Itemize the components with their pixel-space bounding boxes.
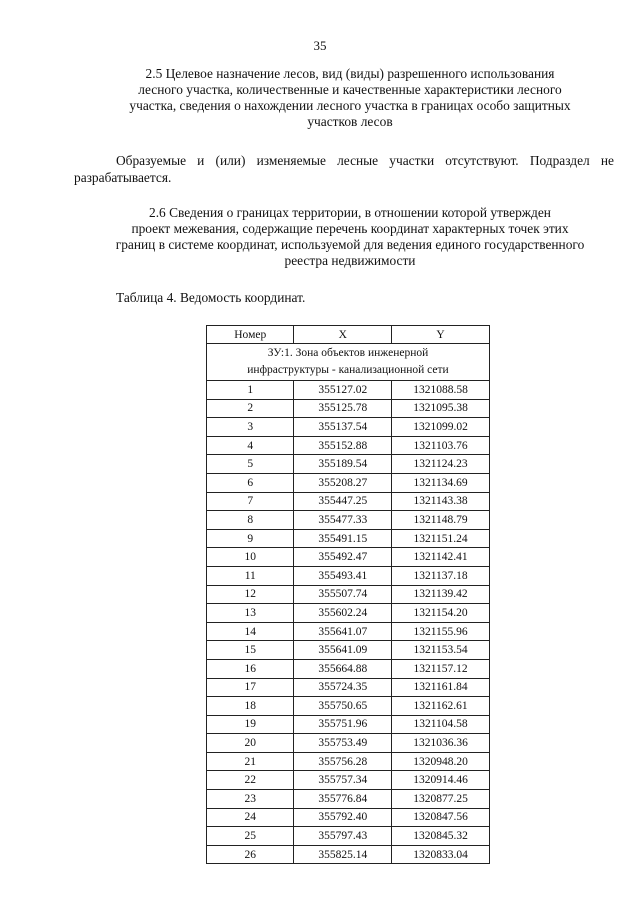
cell-x: 355797.43: [294, 827, 392, 846]
heading-line: границ в системе координат, используемой для ведения единого государственного: [115, 237, 585, 252]
cell-x: 355491.15: [294, 529, 392, 548]
cell-y: 1321095.38: [392, 399, 490, 418]
cell-y: 1321099.02: [392, 418, 490, 437]
table-row: [207, 511, 490, 530]
zone-title: [207, 344, 490, 381]
cell-y: 1321143.38: [392, 492, 490, 511]
cell-number: 3: [207, 418, 294, 437]
cell-y: 1320948.20: [392, 752, 490, 771]
cell-number: 26: [207, 845, 294, 864]
cell-x: 355137.54: [294, 418, 392, 437]
cell-y: 1321137.18: [392, 566, 490, 585]
cell-y: 1320845.32: [392, 827, 490, 846]
cell-y: 1321139.42: [392, 585, 490, 604]
page-number: 35: [313, 38, 327, 53]
cell-x: 355507.74: [294, 585, 392, 604]
table-row: [207, 622, 490, 641]
cell-number: 11: [207, 566, 294, 585]
header-number: Номер: [207, 326, 294, 344]
cell-x: 355189.54: [294, 455, 392, 474]
cell-x: 355757.34: [294, 771, 392, 790]
section-2-5-body: Образуемые и (или) изменяемые лесные участки отсутствуют. Подраздел не разрабатывается.: [74, 153, 614, 185]
section-2-6-heading: [60, 205, 640, 269]
cell-x: 355641.07: [294, 622, 392, 641]
cell-y: 1321134.69: [392, 473, 490, 492]
table-row: [207, 585, 490, 604]
table-row: [207, 678, 490, 697]
cell-x: 355492.47: [294, 548, 392, 567]
table-row: [207, 418, 490, 437]
cell-number: 6: [207, 473, 294, 492]
cell-x: 355756.28: [294, 752, 392, 771]
heading-line: 2.5 Целевое назначение лесов, вид (виды) разрешенного использования: [145, 66, 555, 81]
cell-number: 22: [207, 771, 294, 790]
cell-number: 23: [207, 790, 294, 809]
cell-x: 355602.24: [294, 604, 392, 623]
cell-y: 1321103.76: [392, 436, 490, 455]
cell-y: 1320914.46: [392, 771, 490, 790]
cell-number: 5: [207, 455, 294, 474]
cell-y: 1321088.58: [392, 381, 490, 400]
header-x: X: [294, 326, 392, 344]
table-row: [207, 455, 490, 474]
cell-y: 1320847.56: [392, 808, 490, 827]
cell-number: 4: [207, 436, 294, 455]
zone-title-line: инфраструктуры - канализационной сети: [247, 364, 449, 376]
cell-number: 9: [207, 529, 294, 548]
cell-number: 21: [207, 752, 294, 771]
cell-number: 17: [207, 678, 294, 697]
cell-x: 355152.88: [294, 436, 392, 455]
cell-y: 1320877.25: [392, 790, 490, 809]
cell-x: 355208.27: [294, 473, 392, 492]
table-row: [207, 566, 490, 585]
cell-x: 355792.40: [294, 808, 392, 827]
cell-y: 1320833.04: [392, 845, 490, 864]
cell-y: 1321142.41: [392, 548, 490, 567]
cell-y: 1321157.12: [392, 659, 490, 678]
cell-number: 20: [207, 734, 294, 753]
cell-x: 355127.02: [294, 381, 392, 400]
cell-number: 1: [207, 381, 294, 400]
table-row: [207, 790, 490, 809]
table-header-row: [207, 326, 490, 344]
cell-number: 25: [207, 827, 294, 846]
heading-line: участков лесов: [307, 114, 393, 129]
cell-number: 19: [207, 715, 294, 734]
cell-y: 1321104.58: [392, 715, 490, 734]
cell-number: 15: [207, 641, 294, 660]
cell-number: 7: [207, 492, 294, 511]
cell-number: 8: [207, 511, 294, 530]
table-row: [207, 492, 490, 511]
heading-line: реестра недвижимости: [284, 253, 416, 268]
table-row: [207, 436, 490, 455]
cell-x: 355447.25: [294, 492, 392, 511]
coordinates-table: [206, 325, 490, 864]
cell-x: 355664.88: [294, 659, 392, 678]
section-2-5-heading: [60, 66, 640, 130]
cell-y: 1321161.84: [392, 678, 490, 697]
cell-y: 1321036.36: [392, 734, 490, 753]
zone-title-row: [207, 344, 490, 381]
cell-x: 355125.78: [294, 399, 392, 418]
cell-x: 355750.65: [294, 697, 392, 716]
header-y: Y: [392, 326, 490, 344]
table-row: [207, 715, 490, 734]
table-row: [207, 399, 490, 418]
table-row: [207, 473, 490, 492]
table-body: [207, 344, 490, 864]
cell-number: 16: [207, 659, 294, 678]
heading-line: проект межевания, содержащие перечень координат характерных точек этих: [131, 221, 569, 236]
cell-number: 24: [207, 808, 294, 827]
cell-number: 10: [207, 548, 294, 567]
table-row: [207, 845, 490, 864]
table-row: [207, 604, 490, 623]
heading-line: 2.6 Сведения о границах территории, в отношении которой утвержден: [149, 205, 551, 220]
table-row: [207, 808, 490, 827]
table-row: [207, 529, 490, 548]
table-row: [207, 734, 490, 753]
cell-x: 355477.33: [294, 511, 392, 530]
table-row: [207, 697, 490, 716]
cell-y: 1321151.24: [392, 529, 490, 548]
table-row: [207, 752, 490, 771]
cell-x: 355753.49: [294, 734, 392, 753]
cell-x: 355493.41: [294, 566, 392, 585]
cell-y: 1321148.79: [392, 511, 490, 530]
table-caption: Таблица 4. Ведомость координат.: [116, 290, 306, 305]
heading-line: участка, сведения о нахождении лесного участка в границах особо защитных: [129, 98, 571, 113]
table-row: [207, 827, 490, 846]
zone-title-line: ЗУ:1. Зона объектов инженерной: [267, 347, 429, 359]
cell-y: 1321162.61: [392, 697, 490, 716]
table-row: [207, 381, 490, 400]
cell-y: 1321155.96: [392, 622, 490, 641]
heading-line: лесного участка, количественные и качественные характеристики лесного: [138, 82, 562, 97]
cell-x: 355776.84: [294, 790, 392, 809]
cell-y: 1321153.54: [392, 641, 490, 660]
cell-number: 13: [207, 604, 294, 623]
cell-x: 355641.09: [294, 641, 392, 660]
cell-x: 355724.35: [294, 678, 392, 697]
cell-number: 12: [207, 585, 294, 604]
table-row: [207, 659, 490, 678]
cell-number: 18: [207, 697, 294, 716]
cell-x: 355825.14: [294, 845, 392, 864]
cell-number: 2: [207, 399, 294, 418]
table-row: [207, 771, 490, 790]
table-row: [207, 548, 490, 567]
table-row: [207, 641, 490, 660]
cell-number: 14: [207, 622, 294, 641]
cell-y: 1321154.20: [392, 604, 490, 623]
cell-x: 355751.96: [294, 715, 392, 734]
cell-y: 1321124.23: [392, 455, 490, 474]
